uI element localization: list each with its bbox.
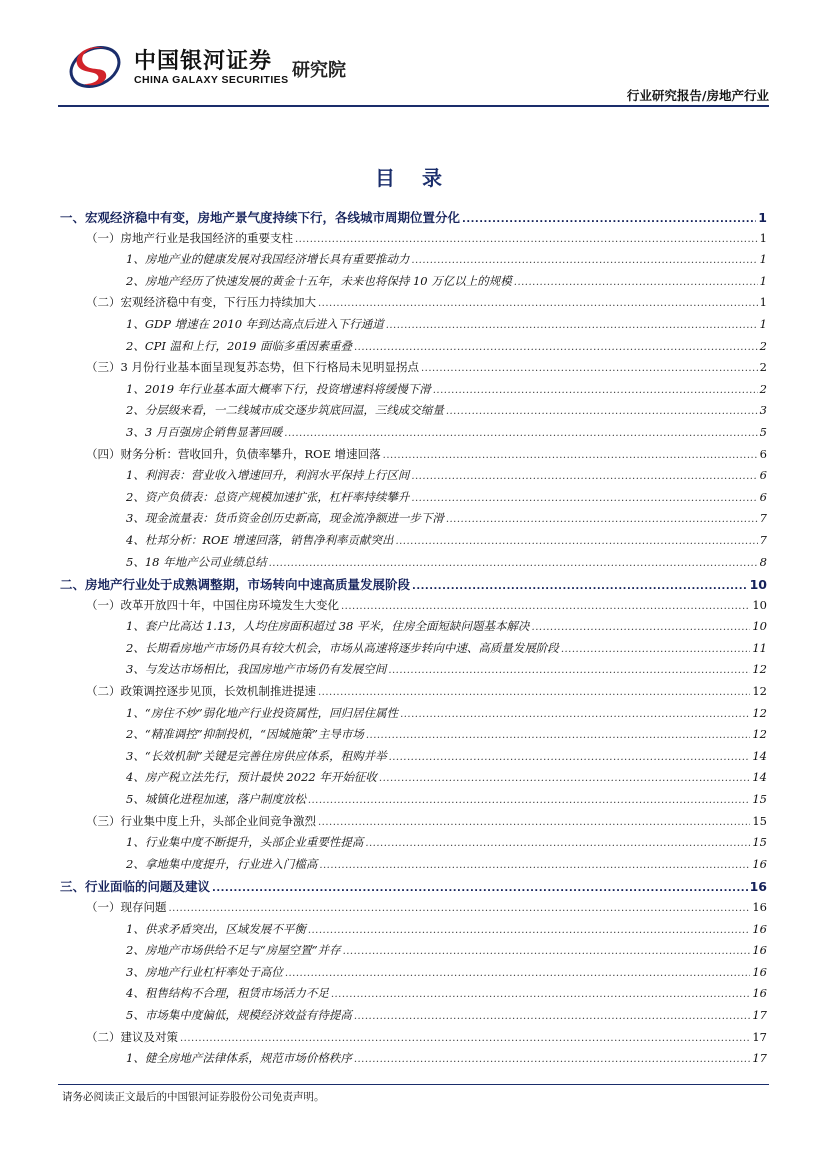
- toc-page-number: 3: [759, 403, 767, 418]
- toc-entry-text: 1、健全房地产法律体系，规范市场价格秩序: [126, 1051, 352, 1066]
- toc-entry-level-2[interactable]: [60, 230, 767, 252]
- toc-entry-level-3[interactable]: [60, 273, 767, 295]
- toc-entry-text: 三、行业面临的问题及建议: [60, 879, 211, 895]
- page-header: [0, 0, 827, 110]
- toc-dot-leader: [318, 687, 750, 698]
- toc-entry-text: 3、3 月百强房企销售显著回暖: [126, 424, 283, 439]
- footer-disclaimer: 请务必阅读正文最后的中国银河证券股份公司免责声明。: [62, 1091, 325, 1103]
- toc-entry-level-3[interactable]: [60, 251, 767, 273]
- toc-dot-leader: [446, 514, 758, 525]
- toc-dot-leader: [389, 752, 751, 763]
- toc-page-number: 16: [752, 943, 767, 958]
- toc-dot-leader: [212, 883, 748, 894]
- toc-dot-leader: [383, 450, 758, 461]
- toc-dot-leader: [285, 968, 751, 979]
- toc-entry-level-2[interactable]: [60, 446, 767, 468]
- toc-dot-leader: [365, 838, 750, 849]
- toc-page-number: 1: [759, 273, 767, 288]
- toc-page-number: 6: [759, 446, 767, 461]
- toc-entry-text: 1、行业集中度不断提升，头部企业重要性提高: [126, 835, 364, 850]
- toc-dot-leader: [284, 428, 757, 439]
- toc-dot-leader: [379, 773, 750, 784]
- toc-entry-level-3[interactable]: [60, 985, 767, 1007]
- toc-dot-leader: [462, 214, 756, 225]
- toc-dot-leader: [366, 730, 751, 741]
- toc-entry-text: （二）政策调控逐步见顶，长效机制推进提速: [86, 684, 316, 699]
- toc-entry-text: 1、供求矛盾突出，区域发展不平衡: [126, 921, 306, 936]
- toc-page-number: 12: [752, 662, 767, 677]
- brand-name-en: CHINA GALAXY SECURITIES: [134, 74, 289, 86]
- toc-dot-leader: [411, 493, 757, 504]
- toc-page-number: 12: [752, 705, 767, 720]
- toc-page-number: 17: [752, 1029, 767, 1044]
- toc-page-number: 16: [752, 856, 767, 871]
- toc-dot-leader: [354, 342, 758, 353]
- toc-dot-leader: [412, 581, 748, 592]
- toc-page-number: 8: [759, 554, 767, 569]
- toc-entry-level-3[interactable]: [60, 1050, 767, 1072]
- toc-page-number: 5: [759, 424, 767, 439]
- toc-title: 目 录: [375, 166, 452, 190]
- toc-page-number: 1: [759, 316, 767, 331]
- toc-entry-text: 2、CPI 温和上行，2019 面临多重因素重叠: [126, 338, 352, 353]
- toc-page-number: 2: [759, 360, 767, 375]
- header-divider: [58, 105, 769, 107]
- toc-entry-text: 2、长期看房地产市场仍具有较大机会，市场从高速将逐步转向中速、高质量发展阶段: [126, 640, 559, 655]
- toc-entry-level-3[interactable]: [60, 381, 767, 403]
- toc-entry-text: 二、房地产行业处于成熟调整期，市场转向中速高质量发展阶段: [60, 577, 411, 593]
- toc-entry-text: （三）行业集中度上升，头部企业间竞争激烈: [86, 813, 316, 828]
- toc-dot-leader: [514, 277, 758, 288]
- toc-entry-level-1[interactable]: [60, 575, 767, 597]
- toc-entry-level-3[interactable]: [60, 834, 767, 856]
- toc-dot-leader: [308, 795, 751, 806]
- toc-page-number: 15: [752, 813, 767, 828]
- toc-entry-level-3[interactable]: [60, 489, 767, 511]
- toc-entry-text: 一、宏观经济稳中有变，房地产景气度持续下行，各线城市周期位置分化: [60, 210, 461, 225]
- toc-dot-leader: [433, 385, 758, 396]
- toc-entry-level-1[interactable]: [60, 208, 767, 230]
- toc-page-number: 12: [752, 684, 767, 699]
- toc-entry-text: 1、利润表：营业收入增速回升，利润水平保持上行区间: [126, 468, 410, 483]
- table-of-contents: [60, 208, 767, 1072]
- toc-entry-level-3[interactable]: [60, 748, 767, 770]
- toc-entry-text: 2、房地产市场供给不足与“房屋空置”并存: [126, 943, 341, 958]
- toc-entry-level-3[interactable]: [60, 856, 767, 878]
- toc-entry-text: 3、“长效机制”关键是完善住房供应体系，租购并举: [126, 748, 387, 763]
- toc-page-number: 6: [759, 489, 767, 504]
- footer-divider: [58, 1084, 769, 1085]
- toc-entry-level-3[interactable]: [60, 942, 767, 964]
- toc-entry-text: 1、“房住不炒”弱化地产行业投资属性，回归居住属性: [126, 705, 399, 720]
- toc-page-number: 17: [752, 1051, 767, 1066]
- toc-entry-text: （一）房地产行业是我国经济的重要支柱: [86, 230, 293, 245]
- toc-entry-level-3[interactable]: [60, 769, 767, 791]
- toc-page-number: 14: [752, 748, 767, 763]
- toc-dot-leader: [354, 1054, 751, 1065]
- toc-entry-level-3[interactable]: [60, 661, 767, 683]
- toc-page-number: 10: [752, 597, 767, 612]
- toc-entry-level-2[interactable]: [60, 1029, 767, 1051]
- toc-entry-text: 5、市场集中度偏低，规模经济效益有待提高: [126, 1007, 352, 1022]
- toc-dot-leader: [532, 622, 751, 633]
- toc-entry-level-2[interactable]: [60, 359, 767, 381]
- toc-entry-text: 4、杜邦分析：ROE 增速回落，销售净利率贡献突出: [126, 532, 394, 547]
- toc-entry-level-3[interactable]: [60, 705, 767, 727]
- toc-page-number: 2: [759, 338, 767, 353]
- toc-dot-leader: [331, 989, 751, 1000]
- toc-entry-level-3[interactable]: [60, 640, 767, 662]
- toc-entry-level-3[interactable]: [60, 402, 767, 424]
- toc-entry-text: 3、与发达市场相比，我国房地产市场仍有发展空间: [126, 662, 387, 677]
- toc-page-number: 17: [752, 1007, 767, 1022]
- brand-name-cn: 中国银河证券: [134, 49, 273, 74]
- toc-entry-text: 1、套户比高达 1.13，人均住房面积超过 38 平米，住房全面短缺问题基本解决: [126, 619, 530, 634]
- toc-entry-level-3[interactable]: [60, 726, 767, 748]
- toc-entry-level-3[interactable]: [60, 964, 767, 986]
- toc-entry-text: 1、2019 年行业基本面大概率下行，投资增速料将缓慢下滑: [126, 381, 431, 396]
- toc-entry-level-2[interactable]: [60, 683, 767, 705]
- toc-entry-level-3[interactable]: [60, 532, 767, 554]
- toc-entry-text: 2、房地产经历了快速发展的黄金十五年，未来也将保持 10 万亿以上的规模: [126, 273, 512, 288]
- toc-page-number: 16: [752, 921, 767, 936]
- toc-page-number: 16: [752, 900, 767, 914]
- toc-dot-leader: [169, 903, 751, 914]
- toc-page-number: 7: [759, 511, 767, 526]
- toc-page-number: 16: [752, 964, 767, 979]
- toc-page-number: 15: [752, 835, 767, 850]
- toc-page-number: 15: [752, 792, 767, 807]
- toc-entry-level-3[interactable]: [60, 554, 767, 576]
- galaxy-logo-icon: [68, 40, 122, 94]
- toc-page-number: 1: [759, 230, 767, 245]
- toc-entry-level-2[interactable]: [60, 899, 767, 921]
- toc-dot-leader: [388, 665, 750, 676]
- toc-page-number: 7: [759, 532, 767, 547]
- toc-page-number: 6: [759, 468, 767, 483]
- toc-entry-text: 2、拿地集中度提升，行业进入门槛高: [126, 856, 318, 871]
- toc-entry-text: （一）现存问题: [86, 900, 167, 914]
- toc-page-number: 2: [759, 381, 767, 396]
- toc-entry-level-3[interactable]: [60, 338, 767, 360]
- toc-page-number: 12: [752, 727, 767, 742]
- toc-entry-text: 2、分层级来看，一二线城市成交逐步筑底回温，三线成交缩量: [126, 403, 444, 418]
- toc-page-number: 1: [759, 252, 767, 267]
- toc-entry-text: 3、房地产行业杠杆率处于高位: [126, 964, 283, 979]
- toc-dot-leader: [386, 320, 758, 331]
- toc-entry-text: （三）3 月份行业基本面呈现复苏态势，但下行格局未见明显拐点: [86, 360, 419, 375]
- toc-dot-leader: [269, 558, 758, 569]
- toc-entry-text: （二）宏观经济稳中有变，下行压力持续加大: [86, 295, 316, 310]
- toc-dot-leader: [411, 255, 757, 266]
- toc-entry-text: 5、18 年地产公司业绩总结: [126, 554, 267, 569]
- toc-entry-text: （一）改革开放四十年，中国住房环境发生大变化: [86, 597, 339, 612]
- toc-dot-leader: [354, 1011, 751, 1022]
- toc-page-number: 1: [759, 295, 767, 310]
- toc-dot-leader: [308, 925, 751, 936]
- toc-entry-level-3[interactable]: [60, 510, 767, 532]
- toc-entry-level-3[interactable]: [60, 467, 767, 489]
- brand-institute: 研究院: [292, 60, 346, 81]
- toc-entry-text: 4、租售结构不合理，租赁市场活力不足: [126, 986, 329, 1001]
- toc-dot-leader: [446, 406, 758, 417]
- toc-page-number: 11: [752, 640, 767, 655]
- toc-dot-leader: [180, 1033, 750, 1044]
- toc-dot-leader: [395, 536, 757, 547]
- toc-entry-level-3[interactable]: [60, 1007, 767, 1029]
- toc-entry-text: 1、GDP 增速在 2010 年到达高点后进入下行通道: [126, 316, 384, 331]
- toc-dot-leader: [341, 601, 750, 612]
- toc-page-number: 10: [749, 577, 767, 593]
- toc-entry-level-3[interactable]: [60, 791, 767, 813]
- toc-page-number: 1: [758, 210, 767, 225]
- toc-dot-leader: [411, 471, 757, 482]
- toc-entry-text: 3、现金流量表：货币资金创历史新高，现金流净额进一步下滑: [126, 511, 444, 526]
- toc-entry-level-3[interactable]: [60, 316, 767, 338]
- toc-dot-leader: [343, 946, 751, 957]
- toc-page-number: 14: [752, 770, 767, 785]
- toc-entry-level-2[interactable]: [60, 597, 767, 619]
- toc-entry-level-2[interactable]: [60, 813, 767, 835]
- report-type-label: 行业研究报告/房地产行业: [626, 88, 769, 103]
- toc-page-number: 16: [749, 879, 767, 895]
- toc-entry-level-3[interactable]: [60, 618, 767, 640]
- toc-dot-leader: [561, 644, 751, 655]
- toc-entry-text: 2、“精准调控”抑制投机，“因城施策”主导市场: [126, 727, 364, 742]
- toc-entry-level-1[interactable]: [60, 877, 767, 899]
- toc-page-number: 16: [752, 986, 767, 1001]
- toc-entry-text: （四）财务分析：营收回升，负债率攀升，ROE 增速回落: [86, 446, 381, 461]
- toc-dot-leader: [295, 234, 758, 245]
- toc-entry-level-2[interactable]: [60, 294, 767, 316]
- toc-dot-leader: [319, 860, 750, 871]
- toc-entry-text: 2、资产负债表：总资产规模加速扩张，杠杆率持续攀升: [126, 489, 410, 504]
- toc-dot-leader: [421, 363, 758, 374]
- toc-dot-leader: [318, 298, 758, 309]
- toc-dot-leader: [400, 709, 750, 720]
- toc-entry-text: 1、房地产业的健康发展对我国经济增长具有重要推动力: [126, 252, 410, 267]
- toc-entry-text: 5、城镇化进程加速，落户制度放松: [126, 792, 306, 807]
- toc-entry-text: （二）建议及对策: [86, 1029, 178, 1044]
- toc-dot-leader: [318, 817, 750, 828]
- toc-entry-text: 4、房产税立法先行，预计最快 2022 年开始征收: [126, 770, 377, 785]
- toc-entry-level-3[interactable]: [60, 921, 767, 943]
- toc-page-number: 10: [752, 619, 767, 634]
- toc-entry-level-3[interactable]: [60, 424, 767, 446]
